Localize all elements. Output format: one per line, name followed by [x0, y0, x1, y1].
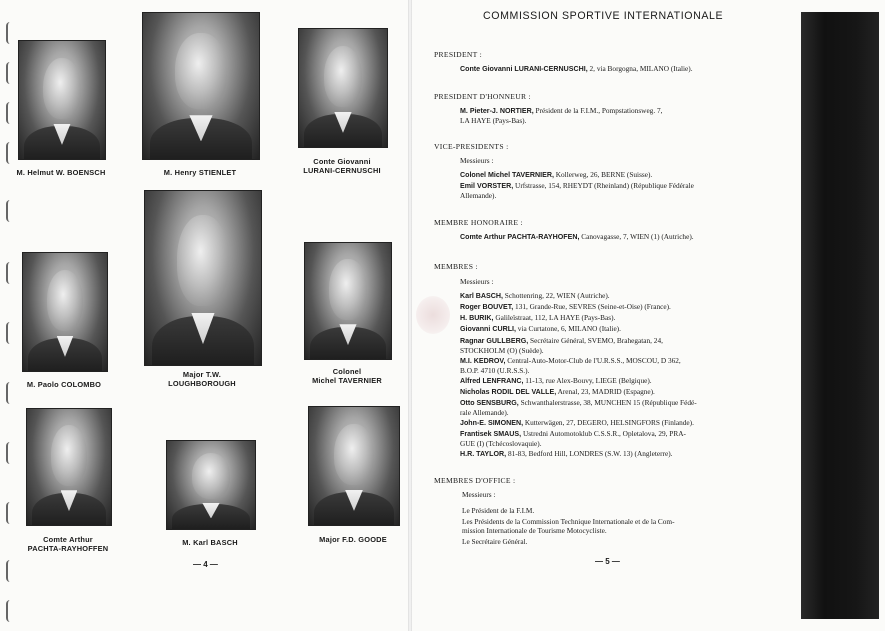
photo-caption: Conte Giovanni LURANI-CERNUSCHI [303, 157, 381, 175]
section-heading: PRESIDENT D'HONNEUR : [434, 92, 531, 101]
entry-membre: Ragnar GULLBERG, Secrétaire Général, SVEMO, Brahegatan, 24, STOCKHOLM (O) (Suède). [460, 336, 663, 356]
entry-membre: Karl BASCH, Schottenring, 22, WIEN (Autriche). [460, 291, 610, 300]
binding-ring [6, 142, 12, 164]
portrait-photo-goode [308, 406, 400, 526]
portrait-photo-basch [166, 440, 256, 530]
binding-ring [6, 442, 12, 464]
entry-membre: H. BURIK, Galileïstraat, 112, LA HAYE (Pays-Bas). [460, 313, 616, 322]
photo-caption: Comte Arthur PACHTA-RAYHOFFEN [27, 535, 109, 553]
entry-membre: H.R. TAYLOR, 81-83, Bedford Hill, LONDRES (S.W. 13) (Angleterre). [460, 449, 673, 458]
entry-membre: Otto SENSBURG, Schwanthalerstrasse, 38, MUNCHEN 15 (République Fédé- rale Allemande). [460, 398, 697, 418]
portrait-photo-stienlet [142, 12, 260, 160]
binding-ring [6, 600, 12, 622]
entry-office: Les Présidents de la Commission Technique Internationale et de la Com- [462, 517, 675, 526]
binding-ring [6, 102, 12, 124]
entry-vice: Emil VORSTER, Urfstrasse, 154, RHEYDT (Rheinland) (République Fédérale Allemande). [460, 181, 694, 201]
entry-honneur: M. Pieter-J. NORTIER, Président de la F.I.M., Pompstationsweg. 7, LA HAYE (Pays-Bas). [460, 106, 663, 126]
portrait-photo-colombo [22, 252, 108, 372]
entry-honoraire: Comte Arthur PACHTA-RAYHOFEN, Canovagasse, 7, WIEN (1) (Autriche). [460, 232, 694, 241]
entry-vice: Colonel Michel TAVERNIER, Kollerweg, 26, BERNE (Suisse). [460, 170, 653, 179]
section-heading: MEMBRES : [434, 262, 478, 271]
portrait-photo-pachta [26, 408, 112, 526]
entry-membre: M.I. KEDROV, Central-Auto-Motor-Club de l'U.R.S.S., MOSCOU, D 362, B.O.P. 4710 (U.R.S.S.). [460, 356, 681, 376]
binding-ring [6, 560, 12, 582]
binding-ring [6, 62, 12, 84]
photo-caption: Colonel Michel TAVERNIER [312, 367, 382, 385]
photo-caption: Major F.D. GOODE [319, 535, 387, 544]
page-number-right: — 5 — [595, 557, 620, 566]
portrait-photo-tavernier [304, 242, 392, 360]
section-heading: VICE-PRESIDENTS : [434, 142, 509, 151]
photo-caption: Major T.W. LOUGHBOROUGH [168, 370, 236, 388]
photo-caption: M. Karl BASCH [182, 538, 238, 547]
portrait-photo-lurani [298, 28, 388, 148]
photo-caption: M. Henry STIENLET [163, 168, 237, 177]
entry-membre: Alfred LENFRANC, 11-13, rue Alex-Bouvy, LIEGE (Belgique). [460, 376, 652, 385]
entry-membre: John-E. SIMONEN, Kutterwägen, 27, DEGERO, HELSINGFORS (Finlande). [460, 418, 694, 427]
black-page-edge [801, 12, 879, 619]
messieurs-label: Messieurs : [462, 490, 496, 499]
stamp-watermark [416, 296, 450, 334]
binding-ring [6, 262, 12, 284]
section-heading: PRESIDENT : [434, 50, 483, 59]
entry-membre: Giovanni CURLI, via Curtatone, 6, MILANO (Italie). [460, 324, 621, 333]
page-title: COMMISSION SPORTIVE INTERNATIONALE [483, 10, 724, 22]
entry-office: Le Président de la F.I.M. [462, 506, 535, 515]
binding-ring [6, 200, 12, 222]
photo-caption: M. Helmut W. BOENSCH [16, 168, 106, 177]
binding-ring [6, 502, 12, 524]
messieurs-label: Messieurs : [460, 277, 494, 286]
entry-president: Conte Giovanni LURANI-CERNUSCHI, 2, via Borgogna, MILANO (Italie). [460, 64, 693, 73]
section-heading: MEMBRES D'OFFICE : [434, 476, 516, 485]
entry-office: mission Internationale de Tourisme Motocycliste. [462, 526, 607, 535]
binding-ring [6, 322, 12, 344]
entry-membre: Nicholas RODIL DEL VALLE, Arenal, 23, MADRID (Espagne). [460, 387, 655, 396]
binding-ring [6, 22, 12, 44]
page-number-left: — 4 — [193, 560, 218, 569]
book-spine [408, 0, 412, 631]
entry-membre: Frantisek SMAUS, Ustredni Automotoklub C.S.S.R., Opletalova, 29, PRA- GUE (I) (Tchécoslovaquie). [460, 429, 686, 449]
binding-ring [6, 382, 12, 404]
messieurs-label: Messieurs : [460, 156, 494, 165]
entry-office: Le Secrétaire Général. [462, 537, 528, 546]
portrait-photo-boensch [18, 40, 106, 160]
section-heading: MEMBRE HONORAIRE : [434, 218, 523, 227]
entry-membre: Roger BOUVET, 131, Grande-Rue, SEVRES (Seine-et-Oise) (France). [460, 302, 671, 311]
photo-caption: M. Paolo COLOMBO [26, 380, 102, 389]
portrait-photo-loughborough [144, 190, 262, 366]
